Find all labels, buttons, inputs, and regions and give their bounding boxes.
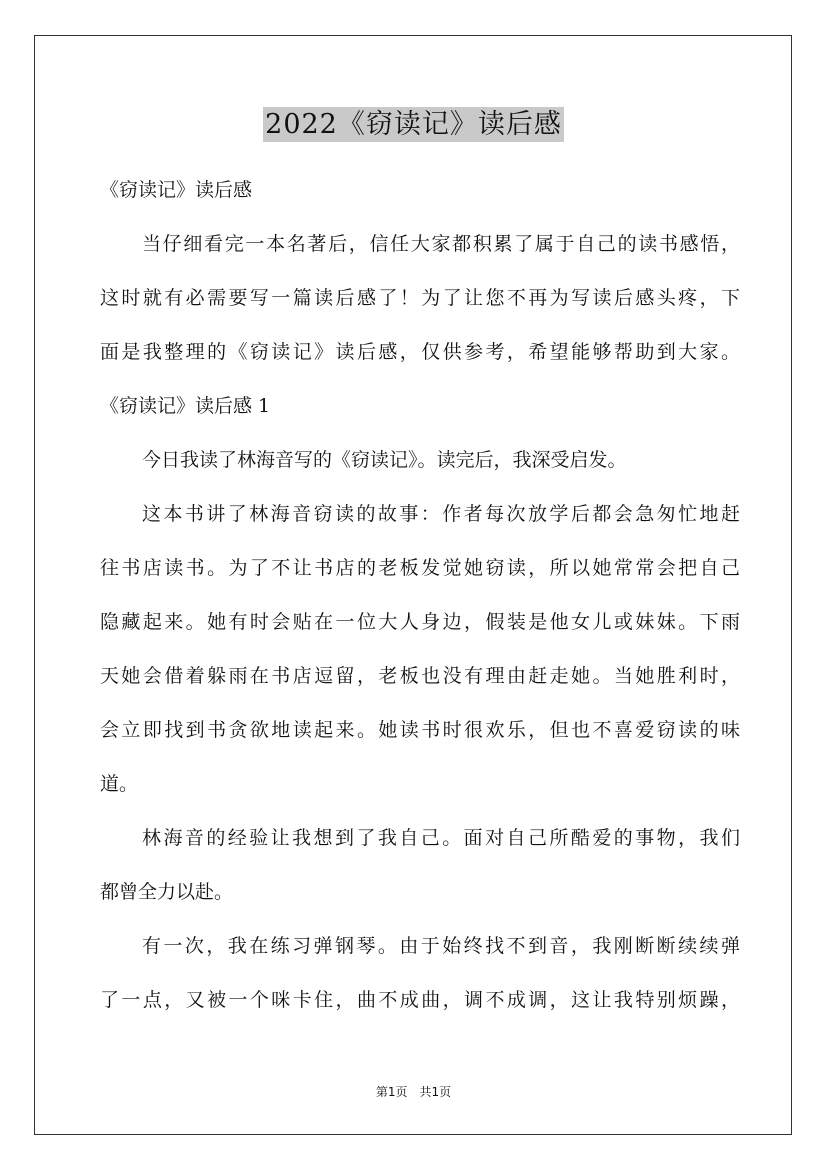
text-line: 这本书讲了林海音窃读的故事：作者每次放学后都会急匆忙地赶 (142, 503, 740, 525)
text-line: 有一次，我在练习弹钢琴。由于始终找不到音，我刚断断续续弹 (142, 935, 740, 957)
text-line: 这时就有必需要写一篇读后感了！为了让您不再为写读后感头疼，下 (100, 287, 740, 309)
text-line: 天她会借着躲雨在书店逗留，老板也没有理由赶走她。当她胜利时， (100, 665, 740, 687)
text-line: 今日我读了林海音写的《窃读记》。读完后，我深受启发。 (142, 449, 627, 471)
document-title-wrap (0, 102, 827, 141)
text-line: 会立即找到书贪欲地读起来。她读书时很欢乐，但也不喜爱窃读的味 (100, 719, 740, 741)
text-line: 面是我整理的《窃读记》读后感，仅供参考，希望能够帮助到大家。 (100, 341, 740, 363)
text-line: 隐藏起来。她有时会贴在一位大人身边，假装是他女儿或妹妹。下雨 (100, 611, 740, 633)
text-line: 都曾全力以赴。 (100, 881, 234, 903)
text-line: 林海音的经验让我想到了我自己。面对自己所酷爱的事物，我们 (142, 827, 740, 849)
text-line: 《窃读记》读后感 (100, 179, 253, 201)
document-body (100, 163, 740, 1027)
page-footer: 第1页 共1页 (375, 1085, 452, 1099)
text-line: 了一点，又被一个咪卡住，曲不成曲，调不成调，这让我特别烦躁， (100, 989, 740, 1011)
text-line: 当仔细看完一本名著后，信任大家都积累了属于自己的读书感悟， (142, 233, 740, 255)
text-line: 道。 (100, 773, 139, 795)
text-line: 往书店读书。为了不让书店的老板发觉她窃读，所以她常常会把自己 (100, 557, 740, 579)
document-title: 2022《窃读记》读后感 (265, 109, 562, 140)
text-line: 《窃读记》读后感 1 (100, 395, 271, 417)
